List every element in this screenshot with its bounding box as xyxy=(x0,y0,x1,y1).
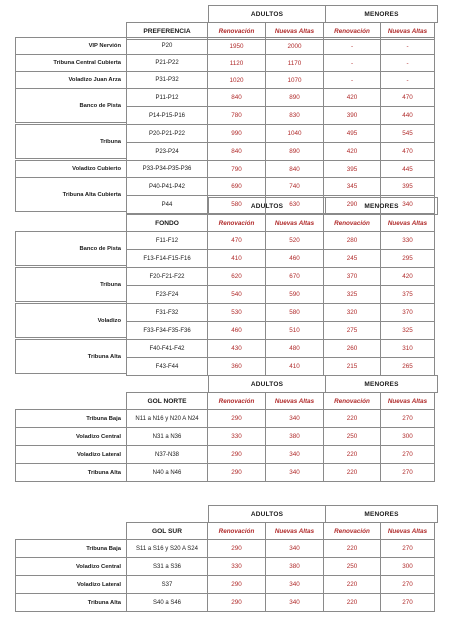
price-cell: 410 xyxy=(207,249,266,268)
price-cell: 340 xyxy=(265,463,324,482)
price-cell: 265 xyxy=(380,357,435,376)
zone-label: Tribuna Central Cubierta xyxy=(15,54,127,72)
price-cell: 300 xyxy=(380,557,435,576)
price-cell: 1120 xyxy=(207,54,266,72)
zone-label: Tribuna xyxy=(15,267,127,302)
sector-cell: P33-P34-P35-P36 xyxy=(126,160,208,178)
price-cell: 220 xyxy=(323,539,381,558)
price-cell: 330 xyxy=(380,231,435,250)
price-cell: 395 xyxy=(323,160,381,178)
price-cell: 630 xyxy=(265,195,324,214)
preferencia-table xyxy=(16,6,440,40)
section-title: GOL SUR xyxy=(126,522,208,540)
price-cell: 220 xyxy=(323,409,381,428)
price-cell: 340 xyxy=(265,593,324,612)
sector-cell: N40 a N46 xyxy=(126,463,208,482)
sector-cell: S37 xyxy=(126,575,208,594)
price-cell: 580 xyxy=(265,303,324,322)
price-cell: 420 xyxy=(323,142,381,161)
price-cell: 460 xyxy=(265,249,324,268)
zone-label: Voladizo Juan Arza xyxy=(15,71,127,89)
sector-cell: P20-P21-P22 xyxy=(126,124,208,143)
sector-cell: S11 a S16 y S20 A S24 xyxy=(126,539,208,558)
price-cell: 345 xyxy=(323,177,381,196)
zone-label: Tribuna Alta xyxy=(15,463,127,482)
price-cell: 360 xyxy=(207,357,266,376)
price-cell: 260 xyxy=(323,339,381,358)
price-cell: 1170 xyxy=(265,54,324,72)
section-title: GOL NORTE xyxy=(126,392,208,410)
price-cell: 290 xyxy=(207,409,266,428)
price-cell: 540 xyxy=(207,285,266,304)
renovacion-header: Renovación xyxy=(323,522,381,540)
price-cell: 690 xyxy=(207,177,266,196)
sector-cell: P21-P22 xyxy=(126,54,208,72)
price-cell: 215 xyxy=(323,357,381,376)
price-cell: 275 xyxy=(323,321,381,340)
price-cell: 245 xyxy=(323,249,381,268)
renovacion-header: Renovación xyxy=(323,214,381,232)
price-cell: 290 xyxy=(207,463,266,482)
zone-label: Banco de Pista xyxy=(15,231,127,266)
price-cell: 290 xyxy=(207,539,266,558)
zone-label: Voladizo Central xyxy=(15,427,127,446)
zone-label: Voladizo Cubierto xyxy=(15,160,127,178)
renovacion-header: Renovación xyxy=(207,392,266,410)
price-cell: 325 xyxy=(323,285,381,304)
price-cell: 270 xyxy=(380,409,435,428)
price-cell: 340 xyxy=(265,409,324,428)
adultos-header: ADULTOS xyxy=(208,375,326,393)
price-cell: 325 xyxy=(380,321,435,340)
price-cell: 1040 xyxy=(265,124,324,143)
price-cell: 445 xyxy=(380,160,435,178)
menores-header: MENORES xyxy=(325,375,438,393)
price-cell: 1070 xyxy=(265,71,324,89)
zone-label: Tribuna xyxy=(15,124,127,159)
price-cell: 330 xyxy=(207,427,266,446)
menores-header: MENORES xyxy=(325,197,438,215)
price-cell: 375 xyxy=(380,285,435,304)
price-cell: 620 xyxy=(207,267,266,286)
price-cell: 420 xyxy=(323,88,381,107)
renovacion-header: Renovación xyxy=(207,22,266,40)
price-cell: 290 xyxy=(207,575,266,594)
price-cell: 510 xyxy=(265,321,324,340)
price-cell: - xyxy=(323,37,381,55)
zone-label: Tribuna Alta xyxy=(15,593,127,612)
price-cell: 890 xyxy=(265,142,324,161)
price-cell: 580 xyxy=(207,195,266,214)
sector-cell: F43-F44 xyxy=(126,357,208,376)
price-cell: 270 xyxy=(380,445,435,464)
price-cell: 2000 xyxy=(265,37,324,55)
sector-cell: S40 a S46 xyxy=(126,593,208,612)
sector-cell: F31-F32 xyxy=(126,303,208,322)
adultos-header: ADULTOS xyxy=(208,5,326,23)
nuevas-altas-header: Nuevas Altas xyxy=(265,522,324,540)
price-cell: 340 xyxy=(380,195,435,214)
sector-cell: P40-P41-P42 xyxy=(126,177,208,196)
price-cell: 890 xyxy=(265,88,324,107)
price-cell: 830 xyxy=(265,106,324,125)
sector-cell: P23-P24 xyxy=(126,142,208,161)
price-cell: 380 xyxy=(265,557,324,576)
sector-cell: F13-F14-F15-F16 xyxy=(126,249,208,268)
sector-cell: P44 xyxy=(126,195,208,214)
zone-label: Tribuna Baja xyxy=(15,539,127,558)
price-cell: 545 xyxy=(380,124,435,143)
price-cell: 670 xyxy=(265,267,324,286)
price-cell: 1020 xyxy=(207,71,266,89)
renovacion-header: Renovación xyxy=(323,22,381,40)
menores-header: MENORES xyxy=(325,505,438,523)
price-cell: 840 xyxy=(265,160,324,178)
adultos-header: ADULTOS xyxy=(208,505,326,523)
nuevas-altas-header: Nuevas Altas xyxy=(380,214,435,232)
price-cell: - xyxy=(323,54,381,72)
sector-cell: S31 a S36 xyxy=(126,557,208,576)
nuevas-altas-header: Nuevas Altas xyxy=(380,392,435,410)
price-cell: 320 xyxy=(323,303,381,322)
price-cell: 290 xyxy=(207,593,266,612)
price-cell: - xyxy=(380,37,435,55)
price-cell: 790 xyxy=(207,160,266,178)
menores-header: MENORES xyxy=(325,5,438,23)
sector-cell: F33-F34-F35-F36 xyxy=(126,321,208,340)
price-cell: 440 xyxy=(380,106,435,125)
zone-label: VIP Nervión xyxy=(15,37,127,55)
price-cell: 370 xyxy=(323,267,381,286)
renovacion-header: Renovación xyxy=(323,392,381,410)
section-title: FONDO xyxy=(126,214,208,232)
nuevas-altas-header: Nuevas Altas xyxy=(265,392,324,410)
gol-norte-table xyxy=(16,376,440,482)
sector-cell: N11 a N16 y N20 A N24 xyxy=(126,409,208,428)
sector-cell: N37-N38 xyxy=(126,445,208,464)
price-cell: 390 xyxy=(323,106,381,125)
price-cell: 270 xyxy=(380,463,435,482)
price-cell: 420 xyxy=(380,267,435,286)
price-cell: 470 xyxy=(380,88,435,107)
price-cell: 290 xyxy=(207,445,266,464)
sector-cell: P31-P32 xyxy=(126,71,208,89)
price-cell: 300 xyxy=(380,427,435,446)
nuevas-altas-header: Nuevas Altas xyxy=(265,22,324,40)
price-cell: 410 xyxy=(265,357,324,376)
price-cell: 990 xyxy=(207,124,266,143)
price-cell: - xyxy=(323,71,381,89)
price-cell: 840 xyxy=(207,88,266,107)
zone-label: Tribuna Alta xyxy=(15,339,127,374)
price-cell: 840 xyxy=(207,142,266,161)
price-cell: 520 xyxy=(265,231,324,250)
price-cell: 250 xyxy=(323,557,381,576)
zone-label: Voladizo Lateral xyxy=(15,445,127,464)
price-cell: 290 xyxy=(323,195,381,214)
sector-cell: F40-F41-F42 xyxy=(126,339,208,358)
renovacion-header: Renovación xyxy=(207,214,266,232)
zone-label: Tribuna Baja xyxy=(15,409,127,428)
zone-label: Voladizo Central xyxy=(15,557,127,576)
fondo-table xyxy=(16,198,440,376)
price-cell: - xyxy=(380,54,435,72)
price-cell: 310 xyxy=(380,339,435,358)
price-cell: 460 xyxy=(207,321,266,340)
price-cell: 380 xyxy=(265,427,324,446)
price-cell: 530 xyxy=(207,303,266,322)
price-cell: 270 xyxy=(380,593,435,612)
nuevas-altas-header: Nuevas Altas xyxy=(265,214,324,232)
adultos-header: ADULTOS xyxy=(208,197,326,215)
price-cell: 330 xyxy=(207,557,266,576)
price-cell: 470 xyxy=(207,231,266,250)
nuevas-altas-header: Nuevas Altas xyxy=(380,22,435,40)
price-cell: 270 xyxy=(380,575,435,594)
price-cell: 590 xyxy=(265,285,324,304)
price-cell: 340 xyxy=(265,445,324,464)
price-cell: 295 xyxy=(380,249,435,268)
price-cell: 220 xyxy=(323,575,381,594)
price-cell: 370 xyxy=(380,303,435,322)
price-cell: 340 xyxy=(265,575,324,594)
price-cell: 780 xyxy=(207,106,266,125)
gol-sur-table xyxy=(16,506,440,612)
zone-label: Tribuna Alta Cubierta xyxy=(15,177,127,212)
sector-cell: P14-P15-P16 xyxy=(126,106,208,125)
sector-cell: F20-F21-F22 xyxy=(126,267,208,286)
price-cell: 220 xyxy=(323,445,381,464)
price-cell: - xyxy=(380,71,435,89)
price-cell: 280 xyxy=(323,231,381,250)
price-cell: 340 xyxy=(265,539,324,558)
price-cell: 220 xyxy=(323,593,381,612)
sector-cell: N31 a N36 xyxy=(126,427,208,446)
section-title: PREFERENCIA xyxy=(126,22,208,40)
price-cell: 430 xyxy=(207,339,266,358)
price-cell: 250 xyxy=(323,427,381,446)
price-cell: 395 xyxy=(380,177,435,196)
price-cell: 270 xyxy=(380,539,435,558)
nuevas-altas-header: Nuevas Altas xyxy=(380,522,435,540)
price-cell: 470 xyxy=(380,142,435,161)
price-cell: 1950 xyxy=(207,37,266,55)
zone-label: Voladizo Lateral xyxy=(15,575,127,594)
sector-cell: F11-F12 xyxy=(126,231,208,250)
price-cell: 740 xyxy=(265,177,324,196)
price-cell: 220 xyxy=(323,463,381,482)
sector-cell: P11-P12 xyxy=(126,88,208,107)
zone-label: Banco de Pista xyxy=(15,88,127,123)
preferencia-body xyxy=(16,38,440,214)
renovacion-header: Renovación xyxy=(207,522,266,540)
zone-label: Voladizo xyxy=(15,303,127,338)
price-cell: 495 xyxy=(323,124,381,143)
sector-cell: P20 xyxy=(126,37,208,55)
price-cell: 480 xyxy=(265,339,324,358)
sector-cell: F23-F24 xyxy=(126,285,208,304)
